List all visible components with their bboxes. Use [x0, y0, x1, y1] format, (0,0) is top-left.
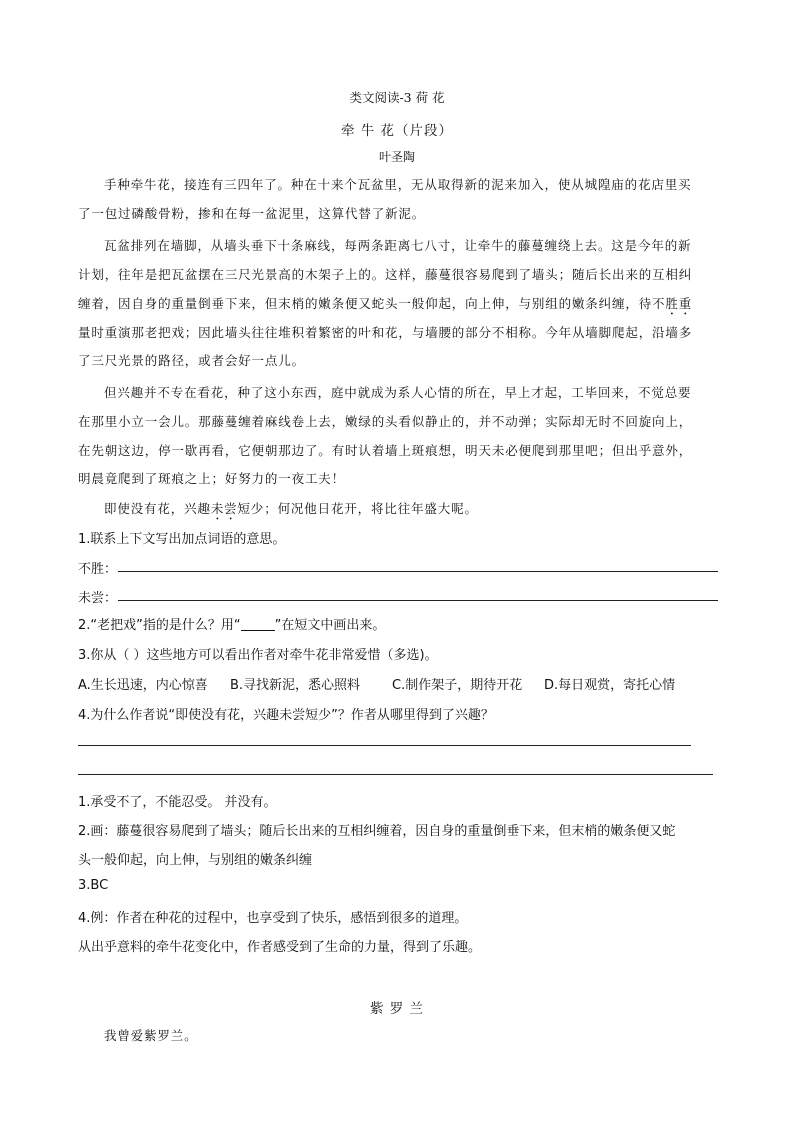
passage-line: 即使没有花，兴趣未尝短少；何况他日花开，将比往年盛大呢。: [104, 501, 478, 516]
question-3: 3.你从（ ）这些地方可以看出作者对牵牛花非常爱惜（多选)。: [78, 648, 438, 663]
passage-line: 但兴趣并不专在看花，种了这小东西，庭中就成为系人心情的所在，早上才起，工毕回来，不觉总要: [104, 385, 692, 400]
passage-line: 缠着，因自身的重量倒垂下来，但末梢的嫩条便又蛇头一般仰起，向上伸，与别组的嫩条纠缠，待不胜重: [78, 296, 693, 311]
question-2: 2.“老把戏”指的是什么？用“ ”在短文中画出来。: [78, 618, 386, 633]
emphasis-word-weichang: 未尝: [210, 501, 238, 516]
answer-line[interactable]: [78, 774, 713, 775]
next-passage-line: 我曾爱紫罗兰。: [104, 1028, 198, 1043]
answer-line[interactable]: [118, 571, 718, 572]
underline-mark: [241, 630, 275, 631]
answer-4-line: 4.例：作者在种花的过程中，也享受到了快乐，感悟到很多的道理。: [78, 911, 468, 926]
passage-line: 在那里小立一会儿。那藤蔓缠着麻线卷上去，嫩绿的头看似静止的，并不动弹；实际却无时不回旋向上，: [78, 414, 693, 429]
passage-author: 叶圣陶: [378, 150, 415, 164]
passage-title: 牵 牛 花（片段）: [340, 123, 454, 139]
option-a[interactable]: A.生长迅速，内心惊喜: [78, 678, 208, 693]
option-b[interactable]: B.寻找新泥，悉心照料: [230, 678, 361, 693]
next-passage-title: 紫 罗 兰: [369, 1001, 425, 1017]
passage-line: 瓦盆排列在墙脚，从墙头垂下十条麻线，每两条距离七八寸，让牵牛的藤蔓缠绕上去。这是今年的新: [104, 238, 692, 253]
passage-line: 了三尺光景的路径，或者会好一点儿。: [78, 353, 305, 368]
option-c[interactable]: C.制作架子，期待开花: [392, 678, 523, 693]
question-1a-label: 不胜：: [78, 562, 118, 577]
question-1: 1.联系上下文写出加点词语的意思。: [78, 532, 286, 547]
answer-2-line: 2.画：藤蔓很容易爬到了墙头；随后长出来的互相纠缠着，因自身的重量倒垂下来，但末梢的嫩条便又蛇: [78, 824, 676, 839]
question-1b-label: 未尝：: [78, 591, 118, 606]
passage-line: 量时重演那老把戏；因此墙头往往堆积着繁密的叶和花，与墙腰的部分不相称。今年从墙脚爬起，沿墙多: [78, 325, 693, 340]
answer-1: 1.承受不了，不能忍受。 并没有。: [78, 795, 277, 810]
option-d[interactable]: D.每日观赏，寄托心情: [544, 678, 676, 693]
answer-2-line: 头一般仰起，向上伸，与别组的嫩条纠缠: [78, 853, 313, 868]
answer-line[interactable]: [78, 745, 691, 746]
answer-line[interactable]: [118, 600, 718, 601]
passage-line: 在先朝这边，停一歇再看，它便朝那边了。有时认着墙上斑痕想，明天未必便爬到那里吧；但出乎意外，: [78, 443, 693, 458]
passage-line: 了一包过磷酸骨粉，掺和在每一盆泥里，这算代替了新泥。: [78, 206, 426, 221]
answer-4-line: 从出乎意料的牵牛花变化中，作者感受到了生命的力量，得到了乐趣。: [78, 940, 482, 955]
passage-line: 明晨竟爬到了斑痕之上；好努力的一夜工夫！: [78, 471, 346, 486]
answer-3: 3.BC: [78, 878, 109, 893]
question-4: 4.为什么作者说“即使没有花，兴趣未尝短少”？作者从哪里得到了兴趣？: [78, 708, 494, 723]
section-title: 类文阅读-3 荷 花: [349, 90, 445, 105]
passage-line: 手种牵牛花，接连有三四年了。种在十来个瓦盆里，无从取得新的泥来加入，使从城隍庙的花店里买: [104, 177, 692, 192]
passage-line: 计划，往年是把瓦盆摆在三尺光景高的木架子上的。这样，藤蔓很容易爬到了墙头；随后长出来的互相纠: [78, 267, 693, 282]
emphasis-word-busheng: 胜重: [665, 296, 693, 311]
